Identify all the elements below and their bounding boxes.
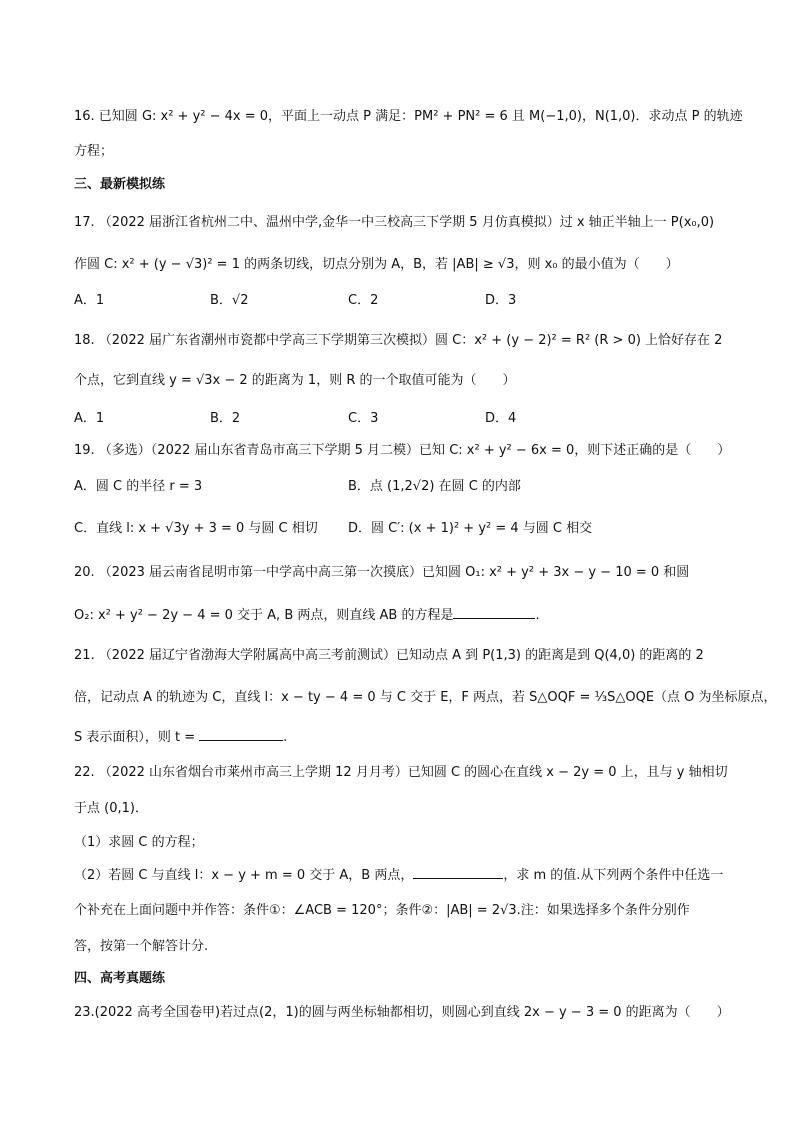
q21-line-1: 21. （2022 届辽宁省渤海大学附属高中高三考前测试）已知动点 A 到 P(1,3) 的距离是到 Q(4,0) 的距离的 2 [74, 648, 704, 663]
q18-option-a: A．1 [74, 411, 105, 426]
q19-option-d: D．圆 C′: (x + 1)² + y² = 4 与圆 C 相交 [348, 521, 593, 536]
q21-line-3-end: . [283, 730, 288, 745]
q17-option-d: D．3 [485, 293, 517, 308]
q17-option-b: B．√2 [210, 293, 249, 308]
q19-option-b: B．点 (1,2√2) 在圆 C 的内部 [348, 479, 521, 494]
q21-answer-blank [199, 728, 283, 741]
q20-line-2 [74, 606, 754, 625]
q17-option-a: A．1 [74, 293, 105, 308]
q16-line-1: 16. 已知圆 G: x² + y² − 4x = 0，平面上一动点 P 满足：PM² + PN² = 6 且 M(−1,0)，N(1,0)．求动点 P 的轨迹 [74, 109, 743, 124]
q22-line-6: 答，按第一个解答计分. [74, 939, 209, 954]
q18-line-1: 18. （2022 届广东省潮州市瓷都中学高三下学期第三次模拟）圆 C：x² + (y − 2)² = R² (R > 0) 上恰好存在 2 [74, 333, 723, 348]
q21-line-3-text: S 表示面积），则 t = [74, 730, 196, 745]
q19-option-a: A．圆 C 的半径 r = 3 [74, 479, 203, 494]
q22-line-1: 22. （2022 山东省烟台市莱州市高三上学期 12 月月考）已知圆 C 的圆心在直线 x − 2y = 0 上，且与 y 轴相切 [74, 765, 728, 780]
q17-line-2: 作圆 C: x² + (y − √3)² = 1 的两条切线，切点分别为 A，B，若 |AB| ≥ √3，则 x₀ 的最小值为（ ） [74, 257, 679, 272]
q16-line-2: 方程； [74, 144, 114, 159]
q18-line-2: 个点，它到直线 y = √3x − 2 的距离为 1，则 R 的一个取值可能为（ ） [74, 373, 516, 388]
q20-answer-blank [453, 606, 535, 619]
q22-part-1: （1）求圆 C 的方程； [74, 835, 204, 850]
q19-option-c: C．直线 l: x + √3y + 3 = 0 与圆 C 相切 [74, 521, 318, 536]
q20-line-2-end: . [535, 608, 540, 623]
q20-line-2-text: O₂: x² + y² − 2y − 4 = 0 交于 A, B 两点，则直线 AB 的方程是 [74, 608, 454, 623]
q18-option-c: C．3 [348, 411, 379, 426]
section-heading-3: 三、最新模拟练 [74, 177, 166, 192]
q21-line-2: 倍，记动点 A 的轨迹为 C，直线 l：x − ty − 4 = 0 与 C 交于 E，F 两点，若 S△OQF = ⅓S△OQE（点 O 为坐标原点， [74, 690, 777, 705]
q18-option-b: B．2 [210, 411, 241, 426]
q23-line-1: 23.(2022 高考全国卷甲)若过点(2，1)的圆与两坐标轴都相切，则圆心到直线 2x − y − 3 = 0 的距离为（ ） [74, 1005, 730, 1020]
q22-part-2 [74, 866, 754, 885]
q22-line-2: 于点 (0,1)． [74, 801, 148, 816]
q17-line-1: 17. （2022 届浙江省杭州二中、温州中学,金华一中三校高三下学期 5 月仿真模拟）过 x 轴正半轴上一 P(x₀,0) [74, 215, 715, 230]
q22-part-2-text: （2）若圆 C 与直线 l：x − y + m = 0 交于 A，B 两点， [74, 868, 414, 883]
section-heading-4: 四、高考真题练 [74, 971, 166, 986]
q22-part-2-rest: ，求 m 的值.从下列两个条件中任选一 [503, 868, 724, 883]
q19-line-1: 19. （多选）（2022 届山东省青岛市高三下学期 5 月二模）已知 C: x² + y² − 6x = 0，则下述正确的是（ ） [74, 443, 731, 458]
q21-line-3 [74, 728, 754, 747]
q20-line-1: 20. （2023 届云南省昆明市第一中学高中高三第一次摸底）已知圆 O₁: x² + y² + 3x − y − 10 = 0 和圆 [74, 565, 690, 580]
q22-condition-blank [413, 866, 503, 879]
q18-option-d: D．4 [485, 411, 517, 426]
q22-line-5: 个补充在上面问题中并作答：条件①：∠ACB = 120°；条件②：|AB| = 2√3.注：如果选择多个条件分别作 [74, 903, 690, 918]
q17-option-c: C．2 [348, 293, 379, 308]
